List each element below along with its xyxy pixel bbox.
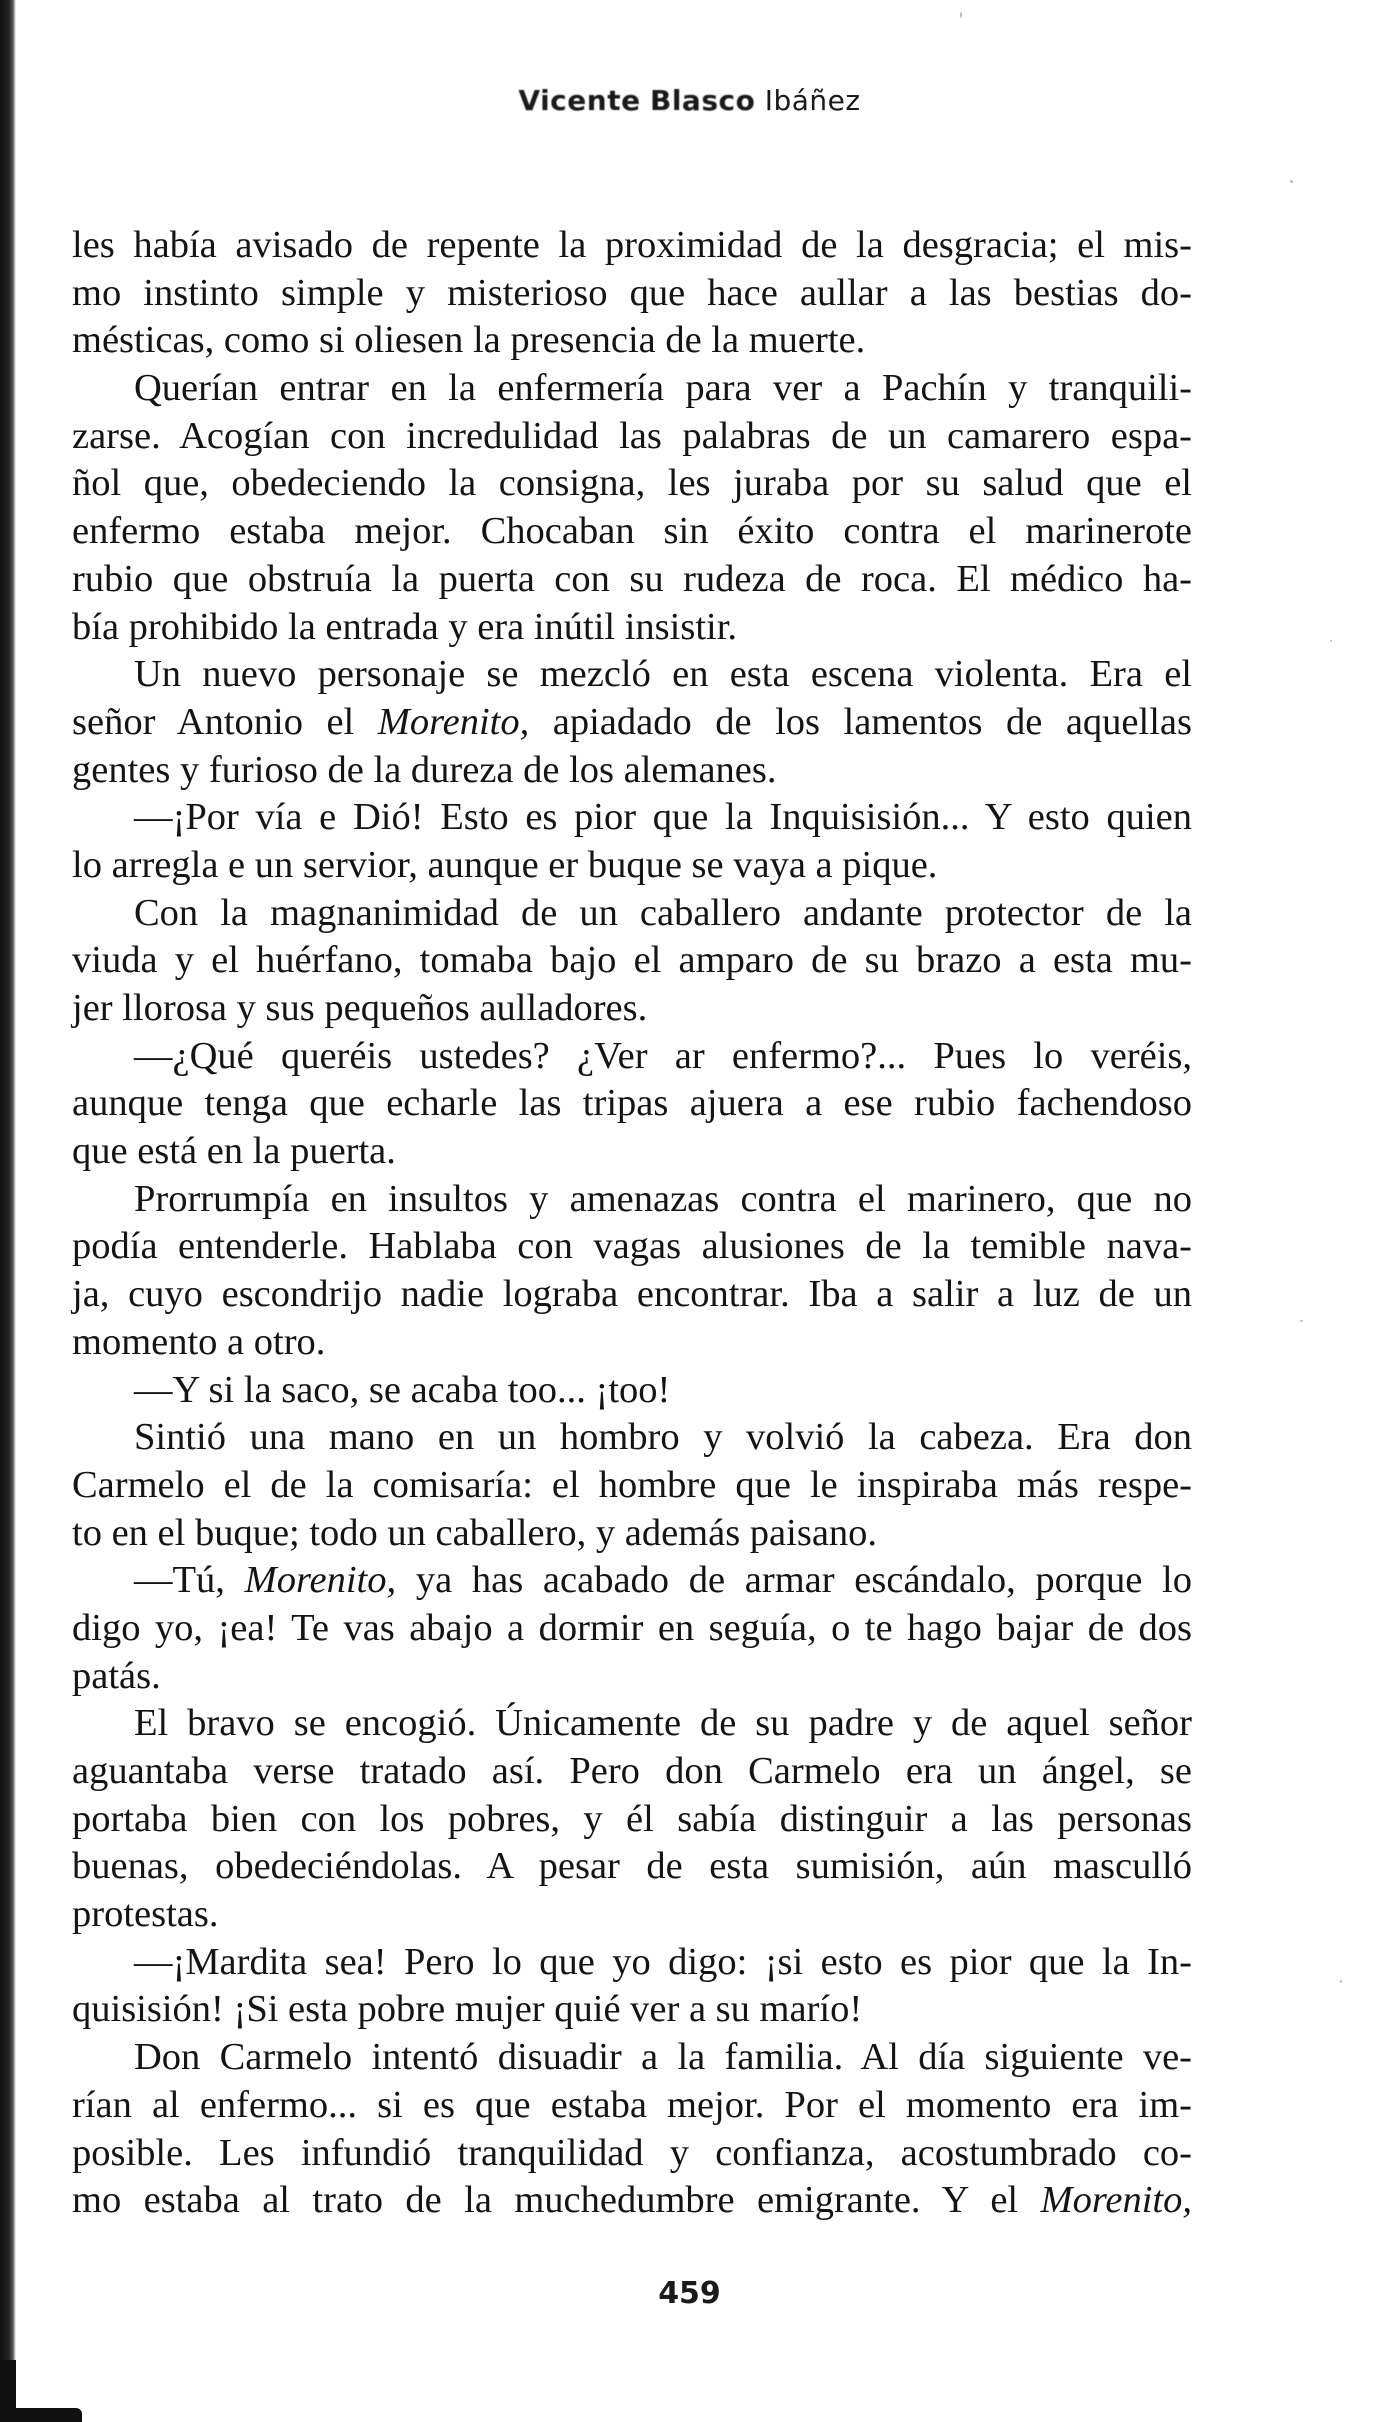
text-line: viuda y el huérfano, tomaba bajo el amparo de su brazo a esta mu- xyxy=(72,939,1192,982)
text-line: aguantaba verse tratado así. Pero don Carmelo era un ángel, se xyxy=(72,1750,1192,1792)
text-line: patás. xyxy=(72,1654,161,1697)
text-line: mo estaba al trato de la muchedumbre emigrante. Y el Morenito, xyxy=(72,2179,1192,2222)
text-line: —¡Por vía e Dió! Esto es pior que la Inquisisión... Y esto quien xyxy=(134,796,1192,839)
author-middle-name: Blasco xyxy=(649,84,756,117)
text-line: gentes y furioso de la dureza de los alemanes. xyxy=(72,748,777,791)
text-line: portaba bien con los pobres, y él sabía distinguir a las personas xyxy=(72,1797,1192,1840)
text-line: momento a otro. xyxy=(72,1320,326,1363)
body-text xyxy=(72,222,1192,2225)
text-line: lo arregla e un servior, aunque er buque se vaya a pique. xyxy=(72,843,938,886)
italic-name: Morenito, xyxy=(377,700,530,743)
text-line: El bravo se encogió. Únicamente de su padre y de aquel señor xyxy=(134,1702,1192,1745)
scan-speck xyxy=(1300,1320,1303,1322)
scan-speck xyxy=(1290,180,1293,183)
text-line: rubio que obstruía la puerta con su rudeza de roca. El médico ha- xyxy=(72,557,1192,600)
text-line: Querían entrar en la enfermería para ver a Pachín y tranquili- xyxy=(134,367,1192,410)
text-line: les había avisado de repente la proximidad de la desgracia; el mis- xyxy=(72,224,1192,266)
text-line: Don Carmelo intentó disuadir a la familia. Al día siguiente ve- xyxy=(134,2036,1192,2079)
italic-name: Morenito, xyxy=(1040,2179,1192,2222)
scan-speck xyxy=(1330,640,1332,642)
text-line: bía prohibido la entrada y era inútil insistir. xyxy=(72,605,738,648)
text-line: enfermo estaba mejor. Chocaban sin éxito contra el marinerote xyxy=(72,510,1192,553)
author-first-name: Vicente xyxy=(518,84,641,117)
scan-binding-shadow xyxy=(0,0,16,2400)
text-line: ja, cuyo escondrijo nadie lograba encontrar. Iba a salir a luz de un xyxy=(72,1273,1192,1316)
text-line: posible. Les infundió tranquilidad y confianza, acostumbrado co- xyxy=(72,2131,1192,2174)
text-line: jer llorosa y sus pequeños aulladores. xyxy=(72,987,648,1029)
scan-speck xyxy=(960,12,962,18)
text-line: mésticas, como si oliesen la presencia de la muerte. xyxy=(72,319,866,362)
text-line: que está en la puerta. xyxy=(72,1130,396,1173)
text-line: Carmelo el de la comisaría: el hombre que le inspiraba más respe- xyxy=(72,1463,1192,1506)
text-line: señor Antonio el Morenito, apiadado de los lamentos de aquellas xyxy=(72,700,1192,743)
italic-name: Morenito, xyxy=(244,1559,397,1602)
scan-corner-shadow xyxy=(0,2408,82,2422)
text-line: aunque tenga que echarle las tripas ajuera a ese rubio fachendoso xyxy=(72,1082,1192,1125)
text-line: Sintió una mano en un hombro y volvió la cabeza. Era don xyxy=(134,1416,1192,1459)
running-head xyxy=(0,84,1379,117)
text-line: —Tú, Morenito, ya has acabado de armar escándalo, porque lo xyxy=(134,1559,1192,1602)
text-line: mo instinto simple y misterioso que hace aullar a las bestias do- xyxy=(72,271,1192,314)
author-last-name: Ibáñez xyxy=(764,84,861,117)
text-line: zarse. Acogían con incredulidad las palabras de un camarero espa- xyxy=(72,414,1192,457)
text-line: quisisión! ¡Si esta pobre mujer quié ver a su marío! xyxy=(72,1988,863,2031)
text-line: podía entenderle. Hablaba con vagas alusiones de la temible nava- xyxy=(72,1225,1192,1268)
text-line: to en el buque; todo un caballero, y además paisano. xyxy=(72,1511,878,1554)
text-line: rían al enfermo... si es que estaba mejor. Por el momento era im- xyxy=(72,2083,1192,2126)
text-line: digo yo, ¡ea! Te vas abajo a dormir en seguía, o te hago bajar de dos xyxy=(72,1606,1192,1649)
text-line: Un nuevo personaje se mezcló en esta escena violenta. Era el xyxy=(134,653,1192,696)
text-line: ñol que, obedeciendo la consigna, les juraba por su salud que el xyxy=(72,462,1192,505)
text-line: buenas, obedeciéndolas. A pesar de esta sumisión, aún masculló xyxy=(72,1845,1192,1888)
text-line: Con la magnanimidad de un caballero andante protector de la xyxy=(134,891,1192,934)
text-line: —Y si la saco, se acaba too... ¡too! xyxy=(134,1368,671,1411)
page-number: 459 xyxy=(658,2276,721,2311)
text-line: Prorrumpía en insultos y amenazas contra el marinero, que no xyxy=(134,1177,1192,1220)
text-line: protestas. xyxy=(72,1893,219,1936)
text-line: —¿Qué queréis ustedes? ¿Ver ar enfermo?... Pues lo veréis, xyxy=(134,1034,1192,1077)
text-line: —¡Mardita sea! Pero lo que yo digo: ¡si esto es pior que la In- xyxy=(134,1940,1192,1983)
scan-speck xyxy=(1340,1980,1342,1983)
